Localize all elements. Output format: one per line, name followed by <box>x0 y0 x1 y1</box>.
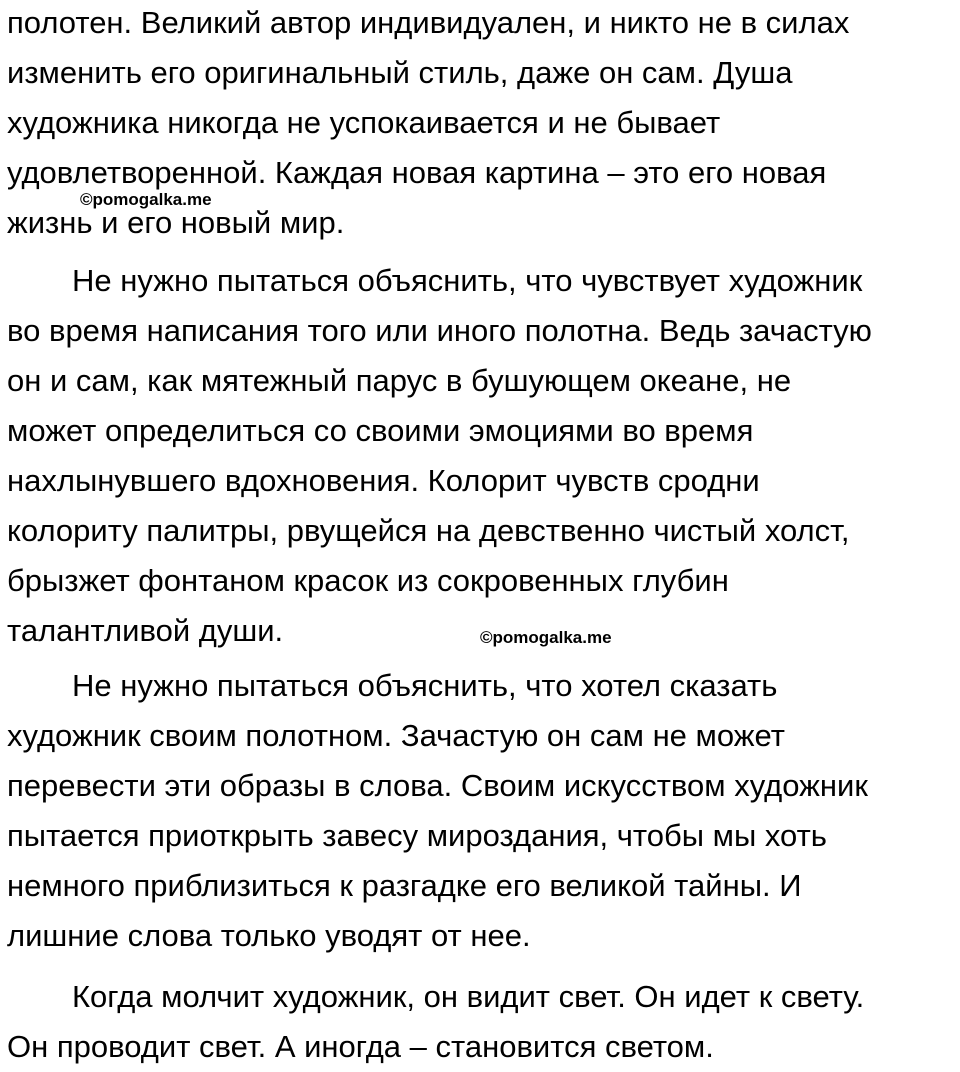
paragraph-1 <box>7 0 849 248</box>
text-line: пытается приоткрыть завесу мироздания, чтобы мы хоть <box>7 818 827 853</box>
text-line: Не нужно пытаться объяснить, что чувствует художник <box>72 263 863 298</box>
text-line: немного приблизиться к разгадке его великой тайны. И <box>7 868 802 903</box>
text-line: во время написания того или иного полотна. Ведь зачастую <box>7 313 872 348</box>
text-line: брызжет фонтаном красок из сокровенных глубин <box>7 563 729 598</box>
watermark: ©pomogalka.me <box>480 628 612 647</box>
text-line: талантливой души. <box>7 613 284 648</box>
paragraph-3 <box>7 661 868 961</box>
text-line: лишние слова только уводят от нее. <box>7 918 531 953</box>
text-line: колориту палитры, рвущейся на девственно чистый холст, <box>7 513 850 548</box>
text-line: Не нужно пытаться объяснить, что хотел сказать <box>72 668 778 703</box>
text-line: Он проводит свет. А иногда – становится светом. <box>7 1029 714 1064</box>
text-line: жизнь и его новый мир. <box>7 205 345 240</box>
paragraph-2 <box>7 256 872 656</box>
text-line: изменить его оригинальный стиль, даже он сам. Душа <box>7 55 793 90</box>
text-line: художника никогда не успокаивается и не бывает <box>7 105 721 140</box>
text-line: удовлетворенной. Каждая новая картина – это его новая <box>7 155 827 190</box>
watermark: ©pomogalka.me <box>80 190 212 209</box>
paragraph-4 <box>7 972 864 1072</box>
text-line: нахлынувшего вдохновения. Колорит чувств сродни <box>7 463 760 498</box>
text-line: художник своим полотном. Зачастую он сам не может <box>7 718 785 753</box>
text-line: полотен. Великий автор индивидуален, и никто не в силах <box>7 5 850 40</box>
text-line: Когда молчит художник, он видит свет. Он идет к свету. <box>72 979 865 1014</box>
text-line: может определиться со своими эмоциями во время <box>7 413 754 448</box>
text-line: перевести эти образы в слова. Своим искусством художник <box>7 768 868 803</box>
text-line: он и сам, как мятежный парус в бушующем океане, не <box>7 363 792 398</box>
